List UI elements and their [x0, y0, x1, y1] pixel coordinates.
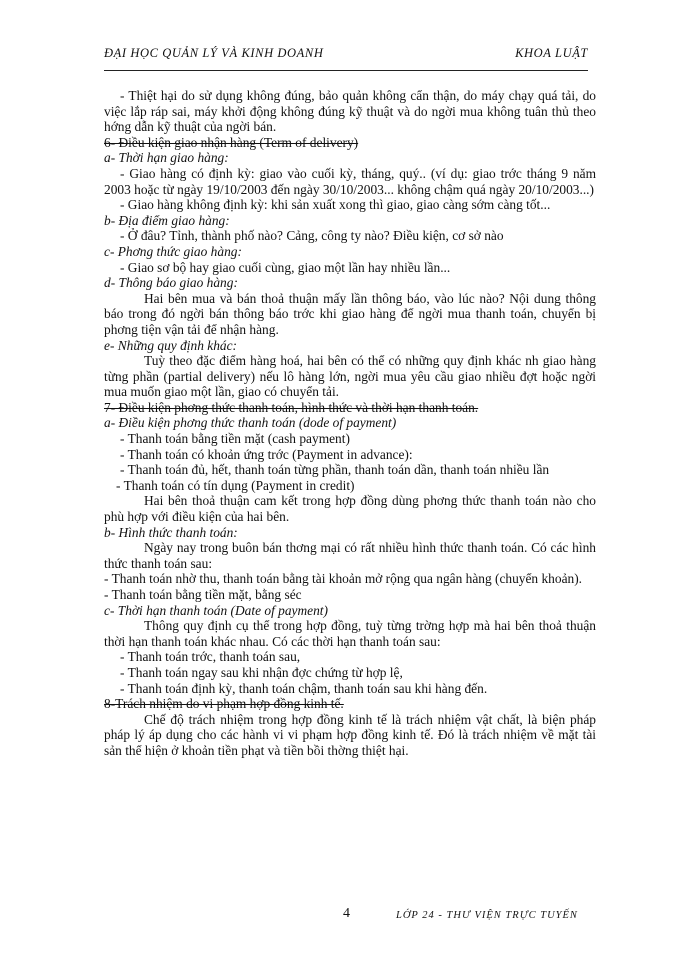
paragraph: - Giao sơ bộ hay giao cuối cùng, giao một lần hay nhiều lần... [120, 259, 451, 275]
paragraph: - Thanh toán nhờ thu, thanh toán bằng tài khoản mở rộng qua ngân hàng (chuyển khoản). [104, 571, 583, 587]
page-number: 4 [343, 906, 350, 921]
paragraph: Thông quy định cụ thể trong hợp đồng, tuỳ từng trờng hợp mà hai bên thoả thuận thời hạn thanh toán khác nhau. Có các thời hạn thanh toán sau: [104, 618, 596, 649]
paragraph: 6- Điều kiện giao nhận hàng (Term of delivery) [104, 134, 359, 150]
paragraph: - Thanh toán có tín dụng (Payment in credit) [116, 477, 355, 493]
header-university: ĐẠI HỌC QUẢN LÝ VÀ KINH DOANH [104, 46, 324, 60]
paragraph: b- Địa điểm giao hàng: [104, 212, 230, 228]
paragraph: - Thanh toán ngay sau khi nhận đợc chứng từ hợp lệ, [120, 664, 403, 680]
paragraph: - Ở đâu? Tỉnh, thành phố nào? Cảng, công ty nào? Điều kiện, cơ sở nào [120, 228, 504, 244]
paragraph: Chế độ trách nhiệm trong hợp đồng kinh tế là trách nhiệm vật chất, là biện pháp pháp lý áp dụng cho các hành vi vi phạm hợp đồng kinh tế. Đó là trách nhiệm về mặt tài sản thể hiện ở khoản tiền phạt và tiền bồi thờng thiệt hại. [104, 711, 596, 758]
paragraph: b- Hình thức thanh toán: [104, 524, 238, 540]
paragraph: - Thanh toán định kỳ, thanh toán chậm, thanh toán sau khi hàng đến. [120, 680, 488, 696]
paragraph: Tuỳ theo đặc điểm hàng hoá, hai bên có thể có những quy định khác nh giao hàng từng phần (partial delivery) nếu lô hàng lớn, ngời mua yêu cầu giao nhiều đợt hoặc ngời mua muốn giao một lần, giao có chuyển tải. [104, 353, 596, 400]
paragraph: - Thanh toán bằng tiền mặt (cash payment) [120, 431, 350, 447]
header-faculty: KHOA LUẬT [515, 46, 588, 60]
paragraph: - Thanh toán có khoản ứng trớc (Payment in advance): [120, 446, 413, 462]
paragraph: a- Điều kiện phơng thức thanh toán (dode of payment) [104, 415, 397, 431]
paragraph: c- Phơng thức giao hàng: [104, 243, 242, 259]
paragraph: Hai bên thoả thuận cam kết trong hợp đồng dùng phơng thức thanh toán nào cho phù hợp với điều kiện của hai bên. [104, 493, 596, 525]
paragraph: Ngày nay trong buôn bán thơng mại có rất nhiều hình thức thanh toán. Có các hình thức thanh toán sau: [104, 540, 596, 571]
paragraph: - Giao hàng có định kỳ: giao vào cuối kỳ, tháng, quý.. (ví dụ: giao trớc tháng 9 năm 2003 hoặc từ ngày 19/10/2003 đến ngày 30/10/2003... không chậm quá ngày 20/10/2003...) [104, 165, 596, 197]
paragraph: - Thanh toán trớc, thanh toán sau, [120, 649, 301, 665]
paragraph: - Thanh toán bằng tiền mặt, bằng séc [104, 587, 302, 602]
paragraph: - Giao hàng không định kỳ: khi sản xuất xong thì giao, giao càng sớm càng tốt... [120, 197, 551, 213]
paragraph: 7- Điều kiện phơng thức thanh toán, hình thức và thời hạn thanh toán. [104, 399, 479, 415]
paragraph: c- Thời hạn thanh toán (Date of payment) [104, 602, 328, 618]
paragraph: d- Thông báo giao hàng: [104, 275, 238, 291]
footer-text: LỚP 24 - THƯ VIỆN TRỰC TUYẾN [396, 910, 578, 921]
paragraph: a- Thời hạn giao hàng: [104, 150, 229, 166]
document-body [104, 88, 596, 759]
paragraph: Hai bên mua và bán thoả thuận mấy lần thông báo, vào lúc nào? Nội dung thông báo trong đó ngời bán thông báo trớc khi giao hàng để ngời mua thanh toán, chuyển bị phơng tiện vận tải để nhận hàng. [104, 290, 596, 337]
page-header [104, 44, 588, 71]
paragraph: e- Những quy định khác: [104, 337, 237, 353]
paragraph: - Thanh toán đủ, hết, thanh toán từng phần, thanh toán dần, thanh toán nhiều lần [120, 462, 550, 478]
paragraph: - Thiệt hại do sử dụng không đúng, bảo quản không cẩn thận, do máy chạy quá tải, do việc lắp ráp sai, máy khởi động không đúng kỹ thuật và do ngời mua không tuân thủ theo hớng dẫn kỹ thuật của ngời bán. [104, 88, 596, 135]
paragraph: 8-Trách nhiệm do vi phạm hợp đồng kinh tế. [104, 696, 344, 712]
